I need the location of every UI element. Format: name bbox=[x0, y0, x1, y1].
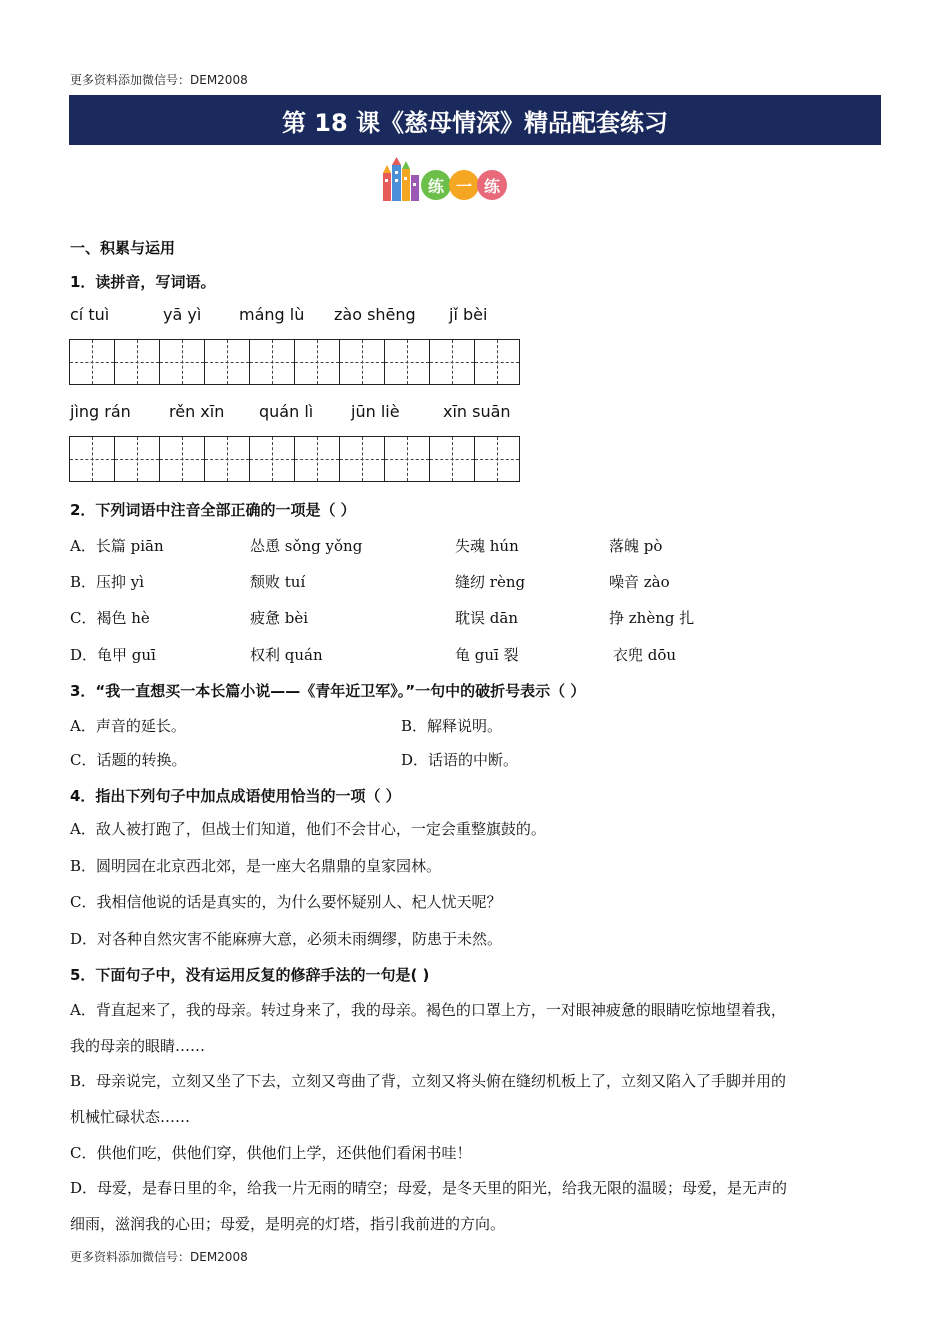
grid-cell[interactable] bbox=[294, 436, 340, 482]
q3-option-b: B．解释说明。 bbox=[401, 717, 503, 735]
grid-cell[interactable] bbox=[69, 339, 115, 385]
question-5: 5．下面句子中，没有运用反复的修辞手法的一句是( ) bbox=[70, 966, 430, 984]
grid-cell[interactable] bbox=[384, 436, 430, 482]
watermark-bottom: 更多资料添加微信号：DEM2008 bbox=[70, 1250, 248, 1264]
grid-cell[interactable] bbox=[69, 436, 115, 482]
q4-option-a: A．敌人被打跑了，但战士们知道，他们不会甘心，一定会重整旗鼓的。 bbox=[70, 820, 546, 838]
pinyin-1-4: zào shēng bbox=[334, 305, 416, 324]
banner-badge-2: 一 bbox=[449, 170, 479, 200]
grid-cell[interactable] bbox=[474, 436, 520, 482]
q5-option-d-line2: 细雨，滋润我的心田；母爱，是明亮的灯塔，指引我前进的方向。 bbox=[70, 1215, 506, 1233]
grid-cell[interactable] bbox=[294, 339, 340, 385]
writing-grid-row-1[interactable] bbox=[69, 339, 520, 385]
q2-option-d-3: 龟 guī 裂 bbox=[455, 646, 519, 664]
grid-cell[interactable] bbox=[474, 339, 520, 385]
page-title-text: 第 18 课《慈母情深》精品配套练习 bbox=[281, 108, 669, 137]
q2-option-c-1: C．褐色 hè bbox=[70, 609, 150, 627]
grid-cell[interactable] bbox=[114, 436, 160, 482]
pinyin-2-1: jìng rán bbox=[70, 402, 131, 421]
q4-option-c: C．我相信他说的话是真实的，为什么要怀疑别人、杞人忧天呢？ bbox=[70, 893, 502, 911]
grid-cell[interactable] bbox=[249, 339, 295, 385]
q2-option-a-3: 失魂 hún bbox=[455, 537, 519, 555]
pinyin-1-1: cí tuì bbox=[70, 305, 110, 324]
grid-cell[interactable] bbox=[429, 436, 475, 482]
q2-option-d-4: 衣兜 dōu bbox=[613, 646, 677, 664]
q4-option-b: B．圆明园在北京西北郊，是一座大名鼎鼎的皇家园林。 bbox=[70, 857, 442, 875]
q2-option-b-1: B．压抑 yì bbox=[70, 573, 145, 591]
grid-cell[interactable] bbox=[384, 339, 430, 385]
question-4: 4．指出下列句子中加点成语使用恰当的一项（ ） bbox=[70, 787, 401, 805]
pinyin-1-3: máng lù bbox=[239, 305, 305, 324]
pinyin-1-5: jǐ bèi bbox=[449, 305, 488, 324]
pinyin-1-2: yā yì bbox=[163, 305, 202, 324]
q5-option-b-line2: 机械忙碌状态…… bbox=[70, 1108, 191, 1126]
q2-option-d-2: 权利 quán bbox=[250, 646, 323, 664]
question-1: 1．读拼音，写词语。 bbox=[70, 273, 216, 291]
grid-cell[interactable] bbox=[204, 436, 250, 482]
q5-option-b-line1: B．母亲说完，立刻又坐了下去，立刻又弯曲了背，立刻又将头俯在缝纫机板上了，立刻又陷入了手脚并用的 bbox=[70, 1072, 787, 1090]
grid-cell[interactable] bbox=[339, 436, 385, 482]
q5-option-a-line2: 我的母亲的眼睛…… bbox=[70, 1037, 206, 1055]
q2-option-c-2: 疲惫 bèi bbox=[250, 609, 309, 627]
pinyin-2-2: rěn xīn bbox=[169, 402, 225, 421]
pinyin-2-4: jūn liè bbox=[351, 402, 400, 421]
watermark-top: 更多资料添加微信号：DEM2008 bbox=[70, 73, 248, 87]
grid-cell[interactable] bbox=[429, 339, 475, 385]
q5-option-d-line1: D．母爱，是春日里的伞，给我一片无雨的晴空；母爱，是冬天里的阳光，给我无限的温暖；母爱，是无声的 bbox=[70, 1179, 788, 1197]
page-title bbox=[69, 95, 881, 145]
question-3: 3．“我一直想买一本长篇小说——《青年近卫军》。”一句中的破折号表示（ ） bbox=[70, 682, 586, 700]
grid-cell[interactable] bbox=[249, 436, 295, 482]
q2-option-c-3: 耽误 dān bbox=[455, 609, 518, 627]
grid-cell[interactable] bbox=[204, 339, 250, 385]
q2-option-c-4: 挣 zhèng 扎 bbox=[609, 609, 695, 627]
q2-option-b-2: 颓败 tuí bbox=[250, 573, 306, 591]
question-2: 2．下列词语中注音全部正确的一项是（ ） bbox=[70, 501, 356, 519]
grid-cell[interactable] bbox=[339, 339, 385, 385]
q2-option-a-1: A．长篇 piān bbox=[70, 537, 164, 555]
banner-badge-1: 练 bbox=[421, 170, 451, 200]
q3-option-c: C．话题的转换。 bbox=[70, 751, 187, 769]
pinyin-2-5: xīn suān bbox=[443, 402, 511, 421]
pinyin-2-3: quán lì bbox=[259, 402, 314, 421]
q2-option-b-3: 缝纫 rèng bbox=[455, 573, 526, 591]
grid-cell[interactable] bbox=[114, 339, 160, 385]
section-heading: 一、积累与运用 bbox=[70, 239, 176, 257]
writing-grid-row-2[interactable] bbox=[69, 436, 520, 482]
q5-option-a-line1: A．背直起来了，我的母亲。转过身来了，我的母亲。褐色的口罩上方，一对眼神疲惫的眼睛吃惊地望着我， bbox=[70, 1001, 786, 1019]
q2-option-b-4: 噪音 zào bbox=[609, 573, 670, 591]
building-icon bbox=[381, 155, 421, 203]
q5-option-c: C．供他们吃，供他们穿，供他们上学，还供他们看闲书哇！ bbox=[70, 1144, 472, 1162]
banner-badge-3: 练 bbox=[477, 170, 507, 200]
q3-option-a: A．声音的延长。 bbox=[70, 717, 186, 735]
q2-option-d-1: D．龟甲 guī bbox=[70, 646, 156, 664]
q2-option-a-4: 落魄 pò bbox=[609, 537, 663, 555]
q4-option-d: D．对各种自然灾害不能麻痹大意，必须未雨绸缪，防患于未然。 bbox=[70, 930, 503, 948]
q3-option-d: D．话语的中断。 bbox=[401, 751, 519, 769]
practice-banner bbox=[381, 155, 513, 205]
grid-cell[interactable] bbox=[159, 436, 205, 482]
grid-cell[interactable] bbox=[159, 339, 205, 385]
q2-option-a-2: 怂恿 sǒng yǒng bbox=[250, 537, 363, 555]
